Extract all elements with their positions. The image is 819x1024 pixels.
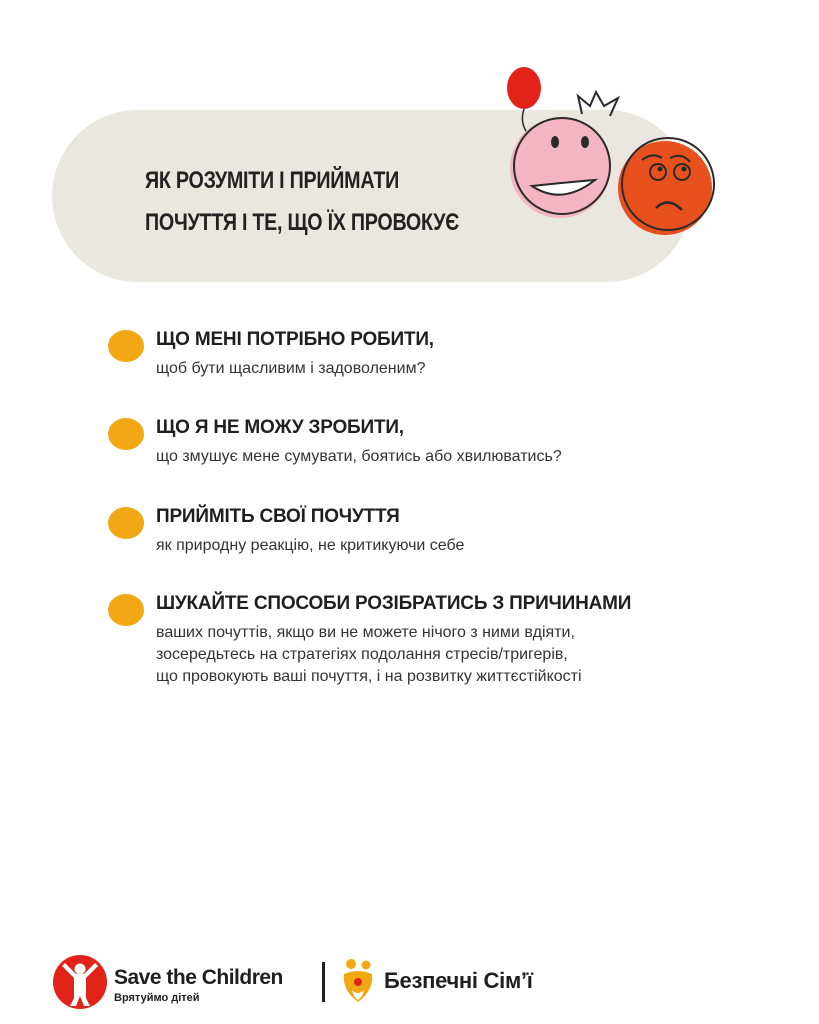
crown-icon	[578, 92, 618, 116]
footer-divider	[322, 962, 325, 1002]
save-the-children-logo	[52, 952, 108, 1010]
item-body	[156, 535, 464, 557]
title-line-2: ПОЧУТТЯ І ТЕ, ЩО ЇХ ПРОВОКУЄ	[145, 209, 460, 236]
page-title	[145, 160, 459, 244]
item-body	[156, 446, 562, 468]
footer-logos	[52, 952, 592, 1014]
safe-families-logo	[340, 956, 376, 1006]
partner-brand-name: Безпечні Сім’ї	[384, 968, 533, 993]
item-heading: ШУКАЙТЕ СПОСОБИ РОЗІБРАТИСЬ З ПРИЧИНАМИ	[156, 593, 632, 614]
item-body-line: що змушує мене сумувати, боятись або хвилюватись?	[156, 448, 562, 465]
title-line-1: ЯК РОЗУМІТИ І ПРИЙМАТИ	[145, 167, 399, 194]
item-body-line: зосередьтесь на стратегіях подолання стресів/тригерів,	[156, 646, 568, 663]
worried-face-icon	[618, 138, 714, 235]
bullet-dot-icon	[108, 507, 144, 539]
happy-face-icon	[510, 118, 610, 218]
item-body	[156, 358, 425, 380]
emotion-faces-illustration	[490, 60, 740, 240]
bullet-dot-icon	[108, 330, 144, 362]
item-body-line: що провокують ваші почуття, і на розвитку життєстійкості	[156, 668, 582, 685]
stc-brand-name: Save the Children	[114, 966, 283, 989]
item-body	[156, 622, 582, 688]
item-body-line: щоб бути щасливим і задоволеним?	[156, 360, 426, 377]
bullet-dot-icon	[108, 418, 144, 450]
item-body-line: ваших почуттів, якщо ви не можете нічого з ними вдіяти,	[156, 624, 575, 641]
item-body-line: як природну реакцію, не критикуючи себе	[156, 537, 465, 554]
item-heading: ПРИЙМІТЬ СВОЇ ПОЧУТТЯ	[156, 506, 400, 527]
item-heading: ЩО Я НЕ МОЖУ ЗРОБИТИ,	[156, 417, 404, 438]
item-heading: ЩО МЕНІ ПОТРІБНО РОБИТИ,	[156, 329, 434, 350]
bullet-dot-icon	[108, 594, 144, 626]
stc-tagline: Врятуймо дітей	[114, 992, 200, 1004]
